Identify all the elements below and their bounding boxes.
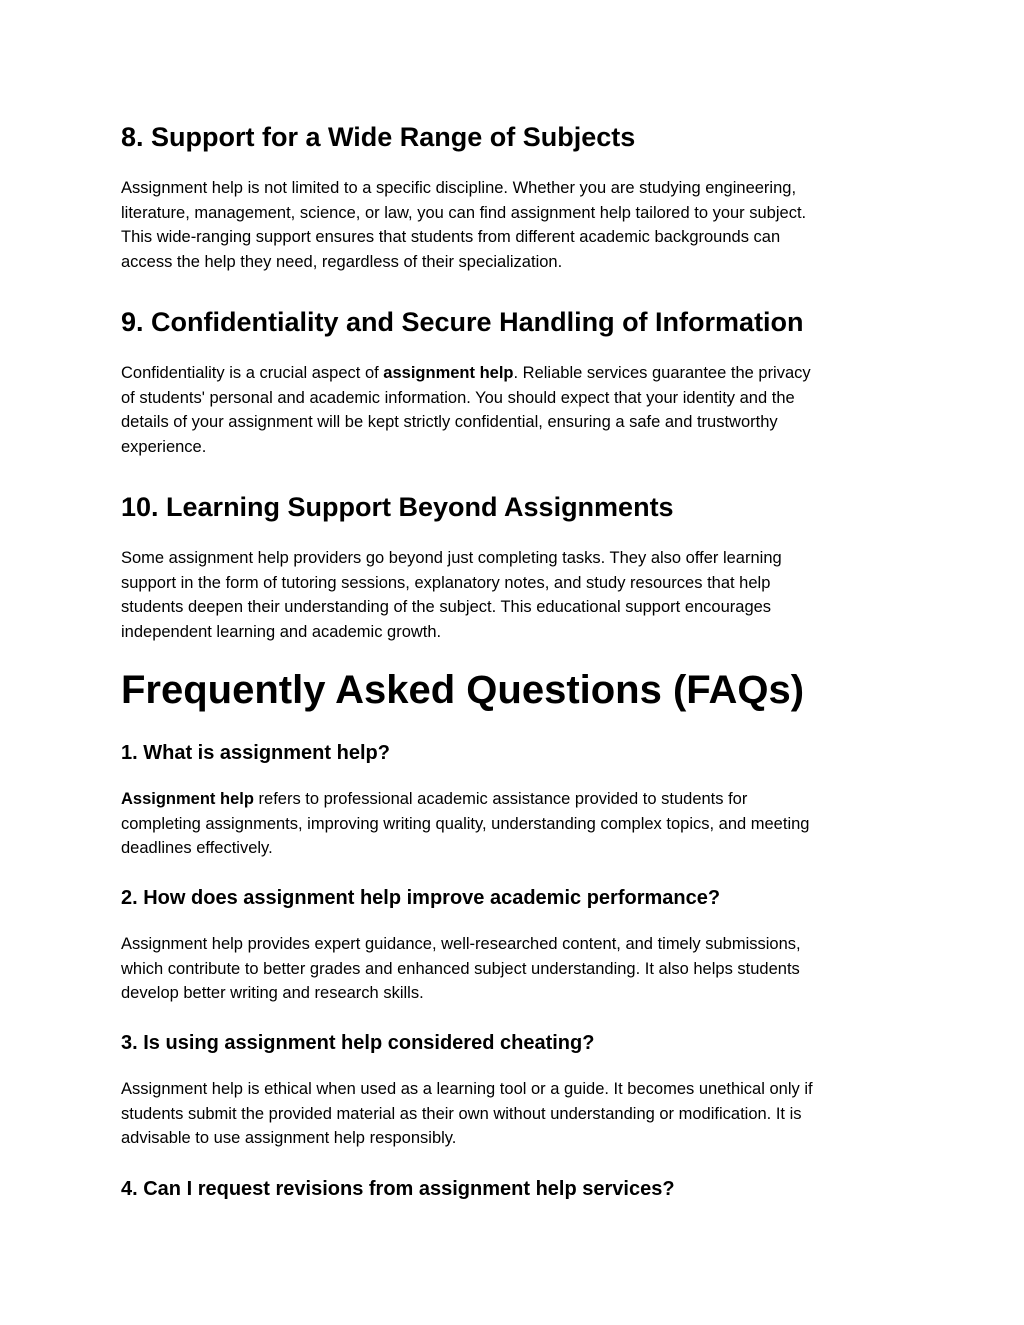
paragraph-line (121, 787, 911, 812)
faq-answer-3 (121, 1077, 911, 1151)
paragraph-line: independent learning and academic growth. (121, 622, 442, 641)
paragraph-line (121, 361, 911, 386)
faq-question-1: 1. What is assignment help? (121, 742, 390, 764)
paragraph-line: support in the form of tutoring sessions, explanatory notes, and study resources that help (121, 573, 771, 592)
section-paragraph-9 (121, 361, 911, 459)
paragraph-line: Assignment help is not limited to a specific discipline. Whether you are studying engineering, (121, 179, 797, 197)
bold-term: Assignment help (121, 790, 254, 808)
paragraph-line: access the help they need, regardless of their specialization. (121, 252, 563, 271)
paragraph-line: experience. (121, 437, 207, 456)
section-heading-9: 9. Confidentiality and Secure Handling of Information (121, 307, 804, 337)
paragraph-line: students submit the provided material as their own without understanding or modification. It is (121, 1104, 802, 1123)
section-heading-10: 10. Learning Support Beyond Assignments (121, 492, 674, 522)
paragraph-line: deadlines effectively. (121, 839, 273, 858)
faq-answer-1 (121, 787, 911, 861)
faq-question-2: 2. How does assignment help improve academic performance? (121, 887, 721, 909)
paragraph-line: This wide-ranging support ensures that students from different academic backgrounds can (121, 228, 781, 247)
paragraph-line: advisable to use assignment help responsibly. (121, 1129, 457, 1148)
faq-title: Frequently Asked Questions (FAQs) (121, 668, 805, 712)
paragraph-line: Assignment help provides expert guidance, well-researched content, and timely submissions, (121, 935, 801, 953)
paragraph-line: Assignment help is ethical when used as a learning tool or a guide. It becomes unethical only if (121, 1080, 813, 1098)
paragraph-line: Some assignment help providers go beyond just completing tasks. They also offer learning (121, 549, 782, 567)
paragraph-line: completing assignments, improving writing quality, understanding complex topics, and meeting (121, 814, 810, 833)
section-paragraph-8 (121, 176, 911, 274)
bold-term: assignment help (383, 364, 514, 382)
faq-question-3: 3. Is using assignment help considered cheating? (121, 1032, 595, 1054)
section-heading-8: 8. Support for a Wide Range of Subjects (121, 122, 636, 152)
paragraph-line: students deepen their understanding of the subject. This educational support encourages (121, 598, 772, 617)
text-run: Confidentiality is a crucial aspect of (121, 364, 384, 382)
text-run: refers to professional academic assistance provided to students for (253, 790, 748, 808)
faq-answer-2 (121, 932, 911, 1006)
paragraph-line: of students' personal and academic information. You should expect that your identity and the (121, 388, 795, 407)
paragraph-line: which contribute to better grades and enhanced subject understanding. It also helps students (121, 959, 800, 978)
faq-question-4: 4. Can I request revisions from assignment help services? (121, 1178, 675, 1200)
section-paragraph-10 (121, 546, 911, 644)
paragraph-line: develop better writing and research skills. (121, 984, 424, 1003)
paragraph-line: literature, management, science, or law, you can find assignment help tailored to your subject. (121, 203, 807, 222)
paragraph-line: details of your assignment will be kept strictly confidential, ensuring a safe and trustworthy (121, 413, 778, 432)
text-run: . Reliable services guarantee the privacy (513, 364, 811, 382)
